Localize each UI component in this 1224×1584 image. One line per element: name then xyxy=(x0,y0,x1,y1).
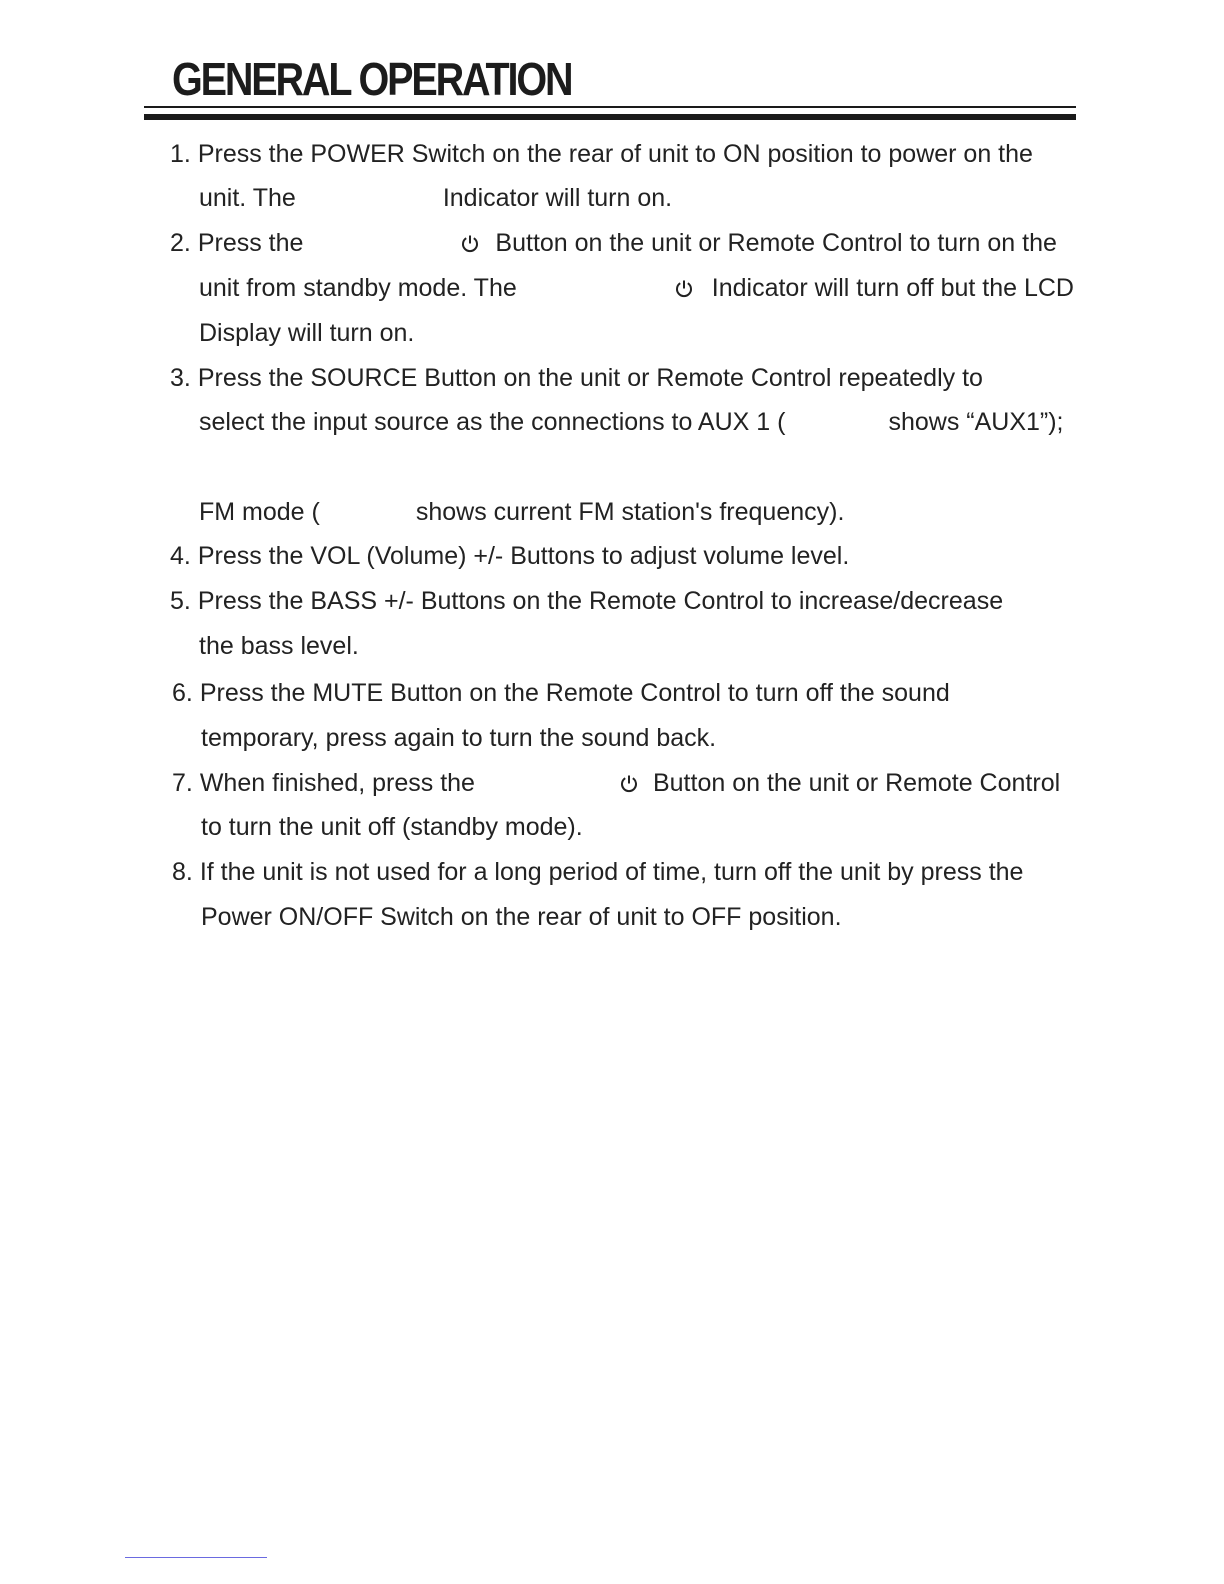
step-8-line-1 xyxy=(172,855,1023,889)
step-text: the bass level. xyxy=(199,632,359,660)
step-text: Press the xyxy=(197,229,304,257)
step-text: FM mode ( xyxy=(199,498,320,526)
step-number: 3. xyxy=(170,364,191,392)
page-title: GENERAL OPERATION xyxy=(172,53,572,105)
step-number: 5. xyxy=(170,587,191,615)
step-7-line-2 xyxy=(201,810,583,844)
title-rule-thick xyxy=(144,114,1076,120)
step-6-line-1 xyxy=(172,676,950,710)
step-text: unit. The xyxy=(199,184,296,212)
step-number: 6. xyxy=(172,679,193,707)
step-1-line-2 xyxy=(199,181,672,215)
footer-underline xyxy=(125,1557,267,1558)
step-text: Button on the unit or Remote Control to turn on the xyxy=(495,229,1057,257)
power-icon xyxy=(674,278,694,298)
step-text: Button on the unit or Remote Control xyxy=(652,769,1061,797)
title-rule-thin xyxy=(144,106,1076,108)
step-text: temporary, press again to turn the sound back. xyxy=(201,724,717,752)
step-3-line-2 xyxy=(199,405,1064,439)
step-text: shows current FM station's frequency). xyxy=(415,498,845,526)
step-text: select the input source as the connections to AUX 1 ( xyxy=(199,408,786,436)
step-text: When finished, press the xyxy=(199,769,475,797)
step-number: 7. xyxy=(172,769,193,797)
power-icon xyxy=(460,233,480,253)
step-5-line-2 xyxy=(199,629,359,663)
step-number: 4. xyxy=(170,542,191,570)
step-4-line-1 xyxy=(170,539,849,573)
step-2-line-1 xyxy=(170,226,1057,260)
step-text: If the unit is not used for a long period of time, turn off the unit by press the xyxy=(199,858,1024,886)
step-7-line-1 xyxy=(172,766,1060,800)
step-text: unit from standby mode. The xyxy=(199,274,517,302)
step-text: Indicator will turn off but the LCD xyxy=(711,274,1074,302)
step-5-line-1 xyxy=(170,584,1003,618)
step-6-line-2 xyxy=(201,721,716,755)
step-3-line-1 xyxy=(170,361,983,395)
step-1-line-1 xyxy=(170,137,1033,171)
step-text: to turn the unit off (standby mode). xyxy=(201,813,583,841)
step-text: Press the SOURCE Button on the unit or Remote Control repeatedly to xyxy=(197,364,983,392)
step-text: shows “AUX1”); xyxy=(888,408,1064,436)
step-number: 2. xyxy=(170,229,191,257)
step-text: Indicator will turn on. xyxy=(442,184,673,212)
step-text: Press the BASS +/- Buttons on the Remote Control to increase/decrease xyxy=(197,587,1004,615)
step-text: Power ON/OFF Switch on the rear of unit to OFF position. xyxy=(201,903,842,931)
step-3-line-3 xyxy=(199,495,844,529)
step-text: Press the VOL (Volume) +/- Buttons to adjust volume level. xyxy=(197,542,850,570)
step-text: Press the MUTE Button on the Remote Control to turn off the sound xyxy=(199,679,950,707)
step-text: Press the POWER Switch on the rear of unit to ON position to power on the xyxy=(197,140,1033,168)
step-8-line-2 xyxy=(201,900,842,934)
step-2-line-2 xyxy=(199,271,1074,305)
step-number: 1. xyxy=(170,140,191,168)
step-number: 8. xyxy=(172,858,193,886)
step-text: Display will turn on. xyxy=(199,319,415,347)
power-icon xyxy=(619,773,639,793)
step-2-line-3 xyxy=(199,316,414,350)
